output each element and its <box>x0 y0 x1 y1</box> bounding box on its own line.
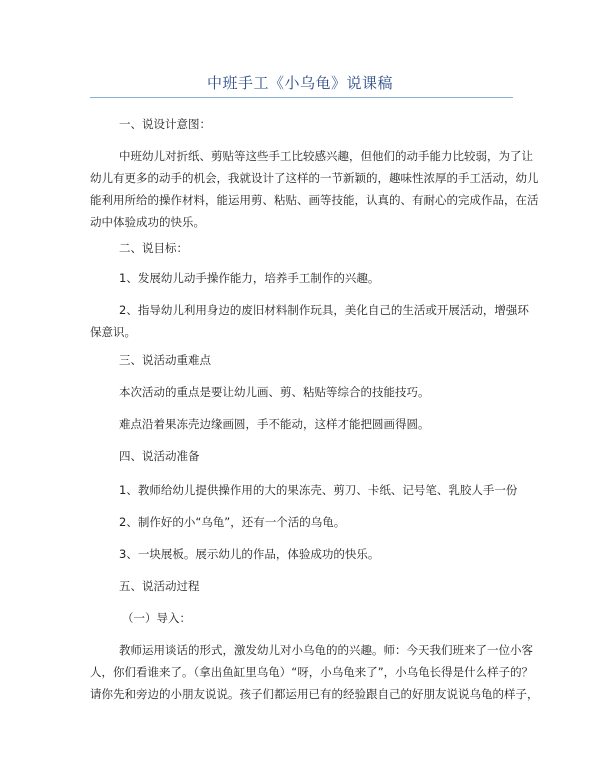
list-item: 1、教师给幼儿提供操作用的大的果冻壳、剪刀、卡纸、记号笔、乳胶人手一份 <box>119 483 518 497</box>
section-heading: 五、说活动过程 <box>119 579 200 593</box>
paragraph-line: 难点沿着果冻壳边缘画圆，手不能动，这样才能把圆画得圆。 <box>119 417 430 431</box>
paragraph-line: 保意识。 <box>90 325 136 339</box>
list-item: 1、发展幼儿动手操作能力，培养手工制作的兴趣。 <box>119 271 380 285</box>
list-item: 2、制作好的小“乌龟”，还有一个活的乌龟。 <box>119 515 346 529</box>
paragraph-line: 动中体验成功的快乐。 <box>90 215 205 229</box>
section-heading: 一、说设计意图： <box>119 117 211 131</box>
paragraph-line: 能利用所给的操作材料，能运用剪、粘贴、画等技能，认真的、有耐心的完成作品，在活 <box>90 193 539 207</box>
list-item: 3、一块展板。展示幼儿的作品，体验成功的快乐。 <box>119 547 380 561</box>
paragraph-line: 中班幼儿对折纸、剪贴等这些手工比较感兴趣，但他们的动手能力比较弱，为了让 <box>119 149 533 163</box>
paragraph-line: 幼儿有更多的动手的机会，我就设计了这样的一节新颖的，趣味性浓厚的手工活动，幼儿 <box>90 171 539 185</box>
paragraph-line: 人，你们看谁来了。（拿出鱼缸里乌龟）“呀，小乌龟来了”，小乌龟长得是什么样子的？ <box>90 665 534 679</box>
section-heading: 三、说活动重难点 <box>119 353 211 367</box>
paragraph-line: 本次活动的重点是要让幼儿画、剪、粘贴等综合的技能技巧。 <box>119 385 430 399</box>
paragraph-line: 教师运用谈话的形式，激发幼儿对小乌龟的的兴趣。师：今天我们班来了一位小客 <box>119 643 533 657</box>
list-item: 2、指导幼儿利用身边的废旧材料制作玩具，美化自己的生活或开展活动，增强环 <box>119 303 529 317</box>
page-title: 中班手工《小乌龟》说课稿 <box>206 74 393 92</box>
title-divider <box>90 97 513 98</box>
paragraph-line: 请你先和旁边的小朋友说说。孩子们都运用已有的经验跟自己的好朋友说说乌龟的样子， <box>90 687 539 701</box>
subsection-heading: （一）导入： <box>122 611 191 625</box>
section-heading: 二、说目标： <box>119 241 188 255</box>
section-heading: 四、说活动准备 <box>119 449 200 463</box>
